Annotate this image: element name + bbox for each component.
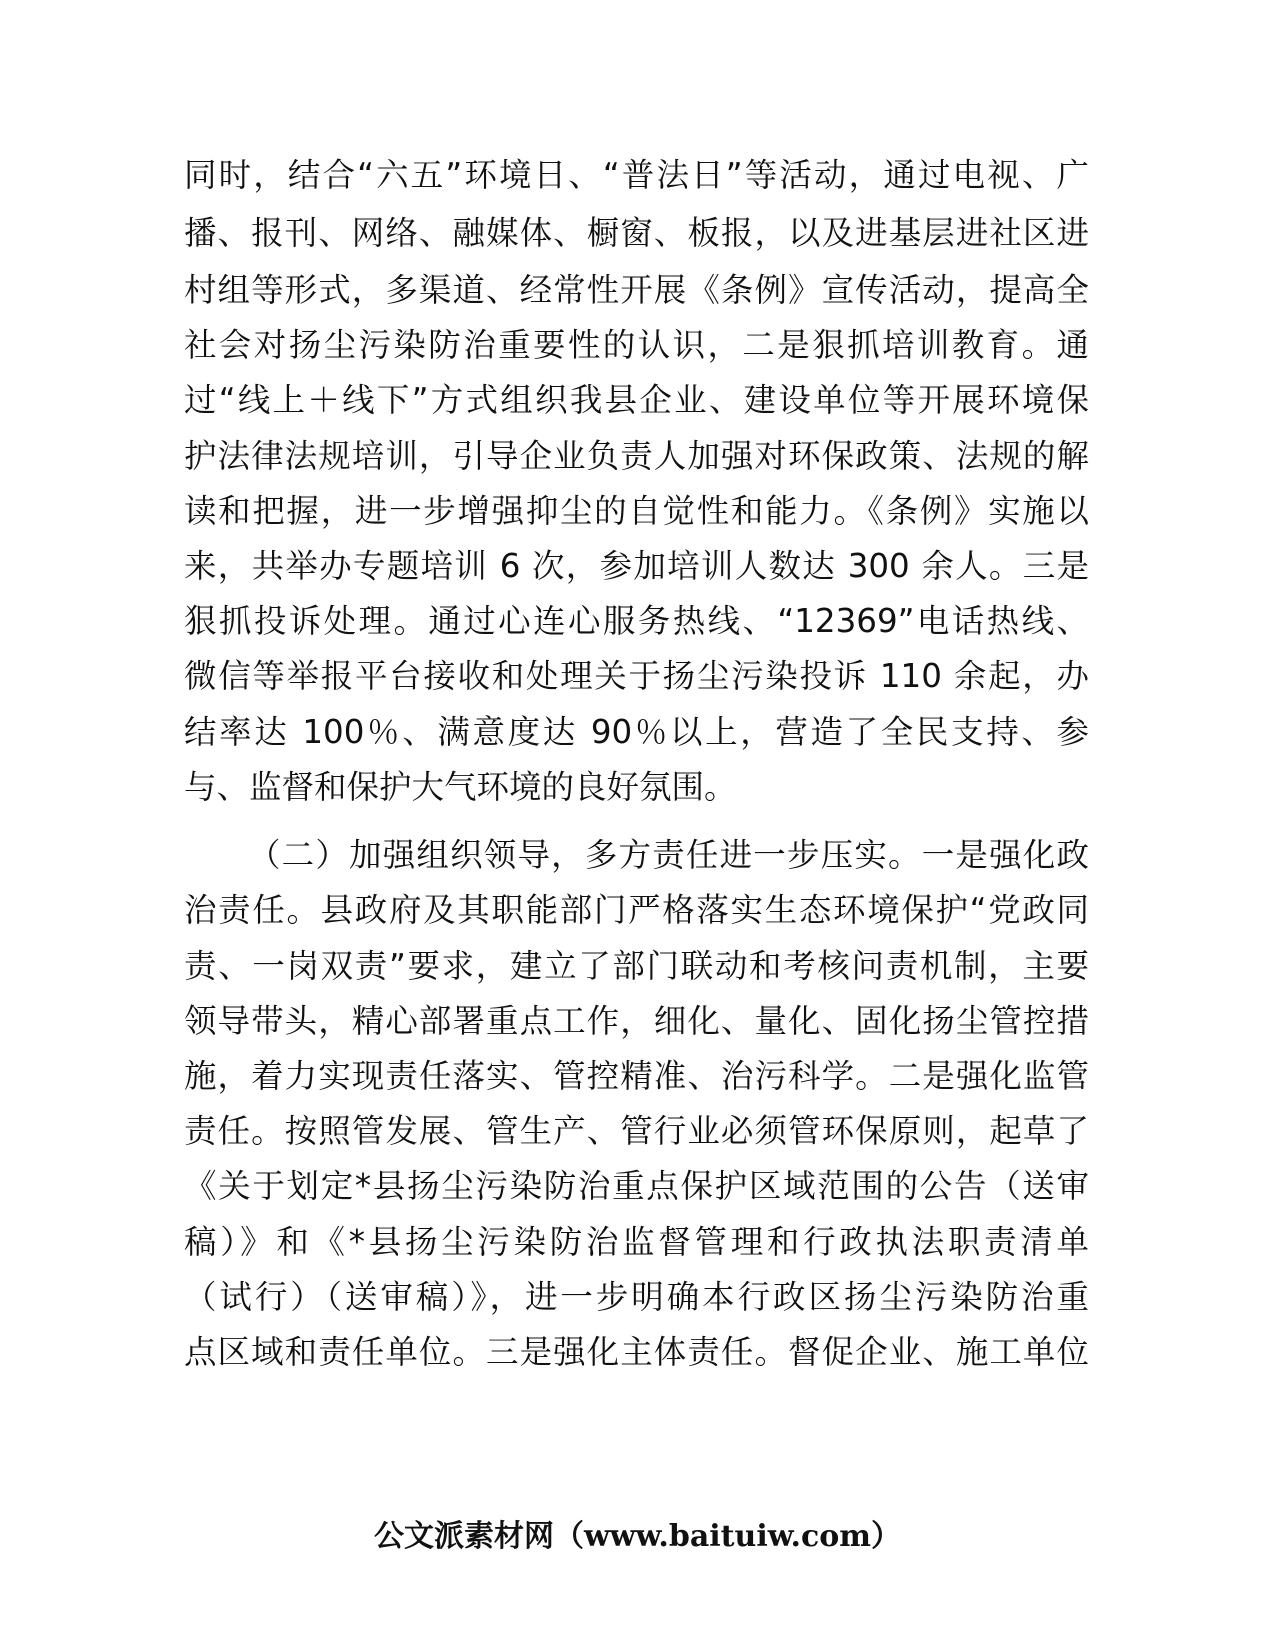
text-line: 结率达 100％、满意度达 90％以上，营造了全民支持、参 <box>184 713 1089 751</box>
text-line: 读和把握，进一步增强抑尘的自觉性和能力。《条例》实施以 <box>184 492 1089 530</box>
text-line: 《关于划定*县扬尘污染防治重点保护区域范围的公告（送审 <box>184 1167 1089 1205</box>
text-line: 同时，结合“六五”环境日、“普法日”等活动，通过电视、广 <box>184 156 1089 194</box>
text-line: （二）加强组织领导，多方责任进一步压实。一是强化政 <box>248 836 1089 874</box>
text-line: 与、监督和保护大气环境的良好氛围。 <box>184 768 737 806</box>
text-line: 领导带头，精心部署重点工作，细化、量化、固化扬尘管控措 <box>184 1002 1089 1040</box>
footer-watermark-text: 公文派素材网（www.baituiw.com） <box>373 1519 902 1554</box>
text-line: 来，共举办专题培训 6 次，参加培训人数达 300 余人。三是 <box>184 547 1089 585</box>
text-line: 护法律法规培训，引导企业负责人加强对环保政策、法规的解 <box>184 437 1089 475</box>
text-line: 村组等形式，多渠道、经常性开展《条例》宣传活动，提高全 <box>184 271 1089 309</box>
text-line: 治责任。县政府及其职能部门严格落实生态环境保护“党政同 <box>184 891 1089 929</box>
text-line: 微信等举报平台接收和处理关于扬尘污染投诉 110 余起，办 <box>184 657 1089 695</box>
text-line: 社会对扬尘污染防治重要性的认识，二是狠抓培训教育。通 <box>184 326 1089 364</box>
text-line: 责、一岗双责”要求，建立了部门联动和考核问责机制，主要 <box>184 947 1089 985</box>
text-line: 施，着力实现责任落实、管控精准、治污科学。二是强化监管 <box>184 1057 1089 1095</box>
text-line: 责任。按照管发展、管生产、管行业必须管环保原则，起草了 <box>184 1112 1089 1150</box>
text-line: 稿）》和《*县扬尘污染防治监督管理和行政执法职责清单 <box>184 1223 1089 1261</box>
text-line: 狠抓投诉处理。通过心连心服务热线、“12369”电话热线、 <box>184 602 1089 640</box>
text-line: 过“线上＋线下”方式组织我县企业、建设单位等开展环境保 <box>184 381 1089 419</box>
text-line: 点区域和责任单位。三是强化主体责任。督促企业、施工单位 <box>184 1333 1089 1371</box>
text-line: （试行）（送审稿）》，进一步明确本行政区扬尘污染防治重 <box>184 1278 1089 1316</box>
text-line: 播、报刊、网络、融媒体、橱窗、板报，以及进基层进社区进 <box>184 214 1089 252</box>
